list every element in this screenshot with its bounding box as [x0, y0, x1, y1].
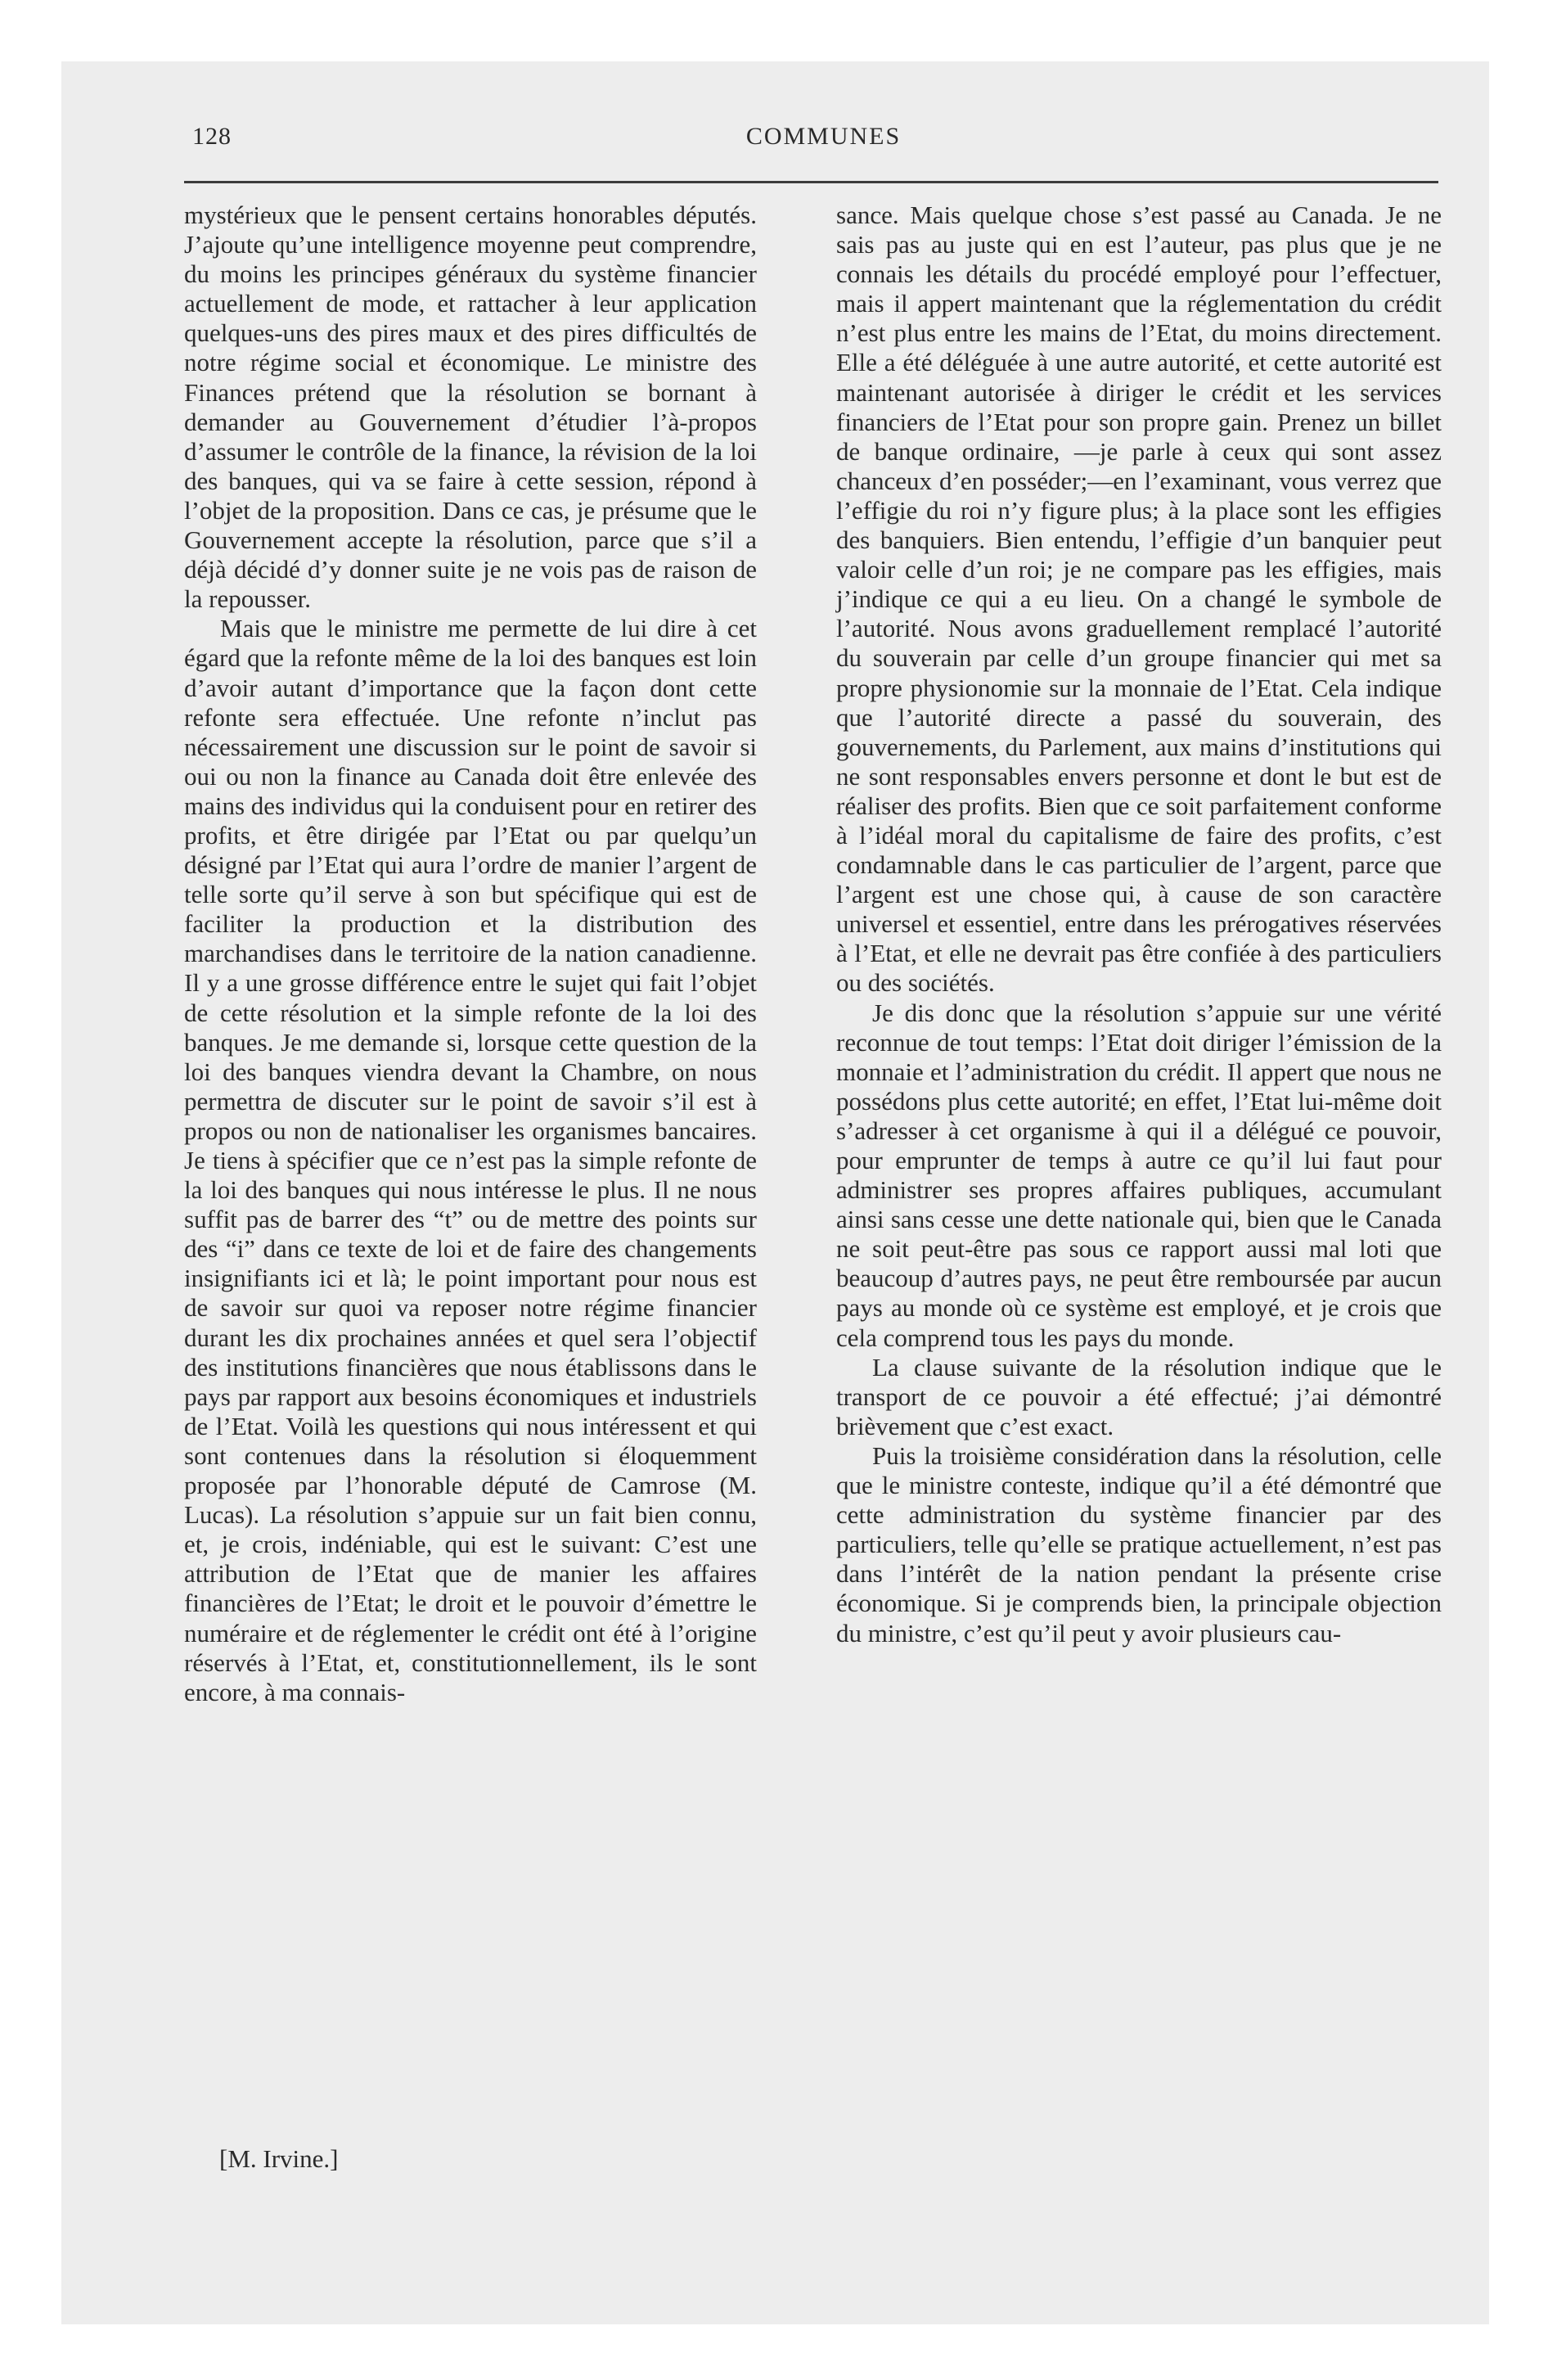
running-head: COMMUNES — [745, 123, 902, 150]
header-rule — [184, 181, 1438, 183]
paragraph: La clause suivante de la résolution indique que le transport de ce pouvoir a été effectué; j’ai démontré brièvement que c’est exact. — [836, 1352, 1442, 1440]
paragraph: Mais que le ministre me permette de lui dire à cet égard que la refonte même de la loi des banques est loin d’avoir autant d’importance que la façon dont cette refonte sera effectuée. Une refonte n’inclut pas nécessairement une discussion sur le point de savoir si oui ou non la finance au Canada doit être enlevée des mains des individus qui la conduisent pour en retirer des profits, et être dirigée par l’Etat ou par quelqu’un désigné par l’Etat qui aura l’ordre de manier l’argent de telle sorte qu’il serve à son but spécifique qui est de faciliter la production et la distribution des marchandises dans le territoire de la nation canadienne. Il y a une grosse différence entre le sujet qui fait l’objet de cette résolution et la simple refonte de la loi des banques. Je me demande si, lorsque cette question de la loi des banques viendra devant la Chambre, on nous permettra de discuter sur le point de savoir s’il est à propos ou non de nationaliser les organismes bancaires. Je tiens à spécifier que ce n’est pas la simple refonte de la loi des banques qui nous intéresse le plus. Il ne nous suffit pas de barrer des “t” ou de mettre des points sur des “i” dans ce texte de loi et de faire des changements insignifiants ici et là; le point important pour nous est de savoir sur quoi va reposer notre régime financier durant les dix prochaines années et quel sera l’objectif des institutions financières que nous établissons dans le pays par rapport aux besoins économiques et industriels de l’Etat. Voilà les questions qui nous intéressent et qui sont contenues dans la résolution si éloquemment proposée par l’honorable député de Camrose (M. Lucas). La résolution s’appuie sur un fait bien connu, et, je crois, indéniable, qui est le suivant: C’est une attribution de l’Etat que de manier les affaires financières de l’Etat; le droit et le pouvoir d’émettre le numéraire et de réglementer le crédit ont été à l’origine réservés à l’Etat, et, constitutionnellement, ils le sont encore, à ma connais- — [184, 614, 757, 1706]
paragraph: mystérieux que le pensent certains honorables députés. J’ajoute qu’une intelligence moyenne peut comprendre, du moins les principes généraux du système financier actuellement de mode, et rattacher à leur application quelques-uns des pires maux et des pires difficultés de notre régime social et économique. Le ministre des Finances prétend que la résolution se bornant à demander au Gouvernement d’étudier l’à-propos d’assumer le contrôle de la finance, la révision de la loi des banques, qui va se faire à cette session, répond à l’objet de la proposition. Dans ce cas, je présume que le Gouvernement accepte la résolution, parce que s’il a déjà décidé d’y donner suite je ne vois pas de raison de la repousser. — [184, 201, 757, 614]
paragraph: Je dis donc que la résolution s’appuie sur une vérité reconnue de tout temps: l’Etat doit diriger l’émission de la monnaie et l’administration du crédit. Il appert que nous ne possédons plus cette autorité; en effet, l’Etat lui-même doit s’adresser à cet organisme à qui il a délégué ce pouvoir, pour emprunter de temps à autre ce qu’il lui faut pour administrer ses propres affaires publiques, accumulant ainsi sans cesse une dette nationale qui, bien que le Canada ne soit peut-être pas sous ce rapport aussi mal loti que beaucoup d’autres pays, ne peut être remboursée par aucun pays au monde où ce système est employé, et je crois que cela comprend tous les pays du monde. — [836, 998, 1442, 1352]
page-number: 128 — [192, 123, 232, 150]
paragraph: Puis la troisième considération dans la résolution, celle que le ministre conteste, indique qu’il a été démontré que cette administration du système financier par des particuliers, telle qu’elle se pratique actuellement, n’est pas dans l’intérêt de la nation pendant la présente crise économique. Si je comprends bien, la principale objection du ministre, c’est qu’il peut y avoir plusieurs cau- — [836, 1440, 1442, 1648]
speaker-attribution: [M. Irvine.] — [219, 2144, 339, 2173]
paragraph: sance. Mais quelque chose s’est passé au Canada. Je ne sais pas au juste qui en est l’auteur, pas plus que je ne connais les détails du procédé employé pour l’effectuer, mais il appert maintenant que la réglementation du crédit n’est plus entre les mains de l’Etat, du moins directement. Elle a été déléguée à une autre autorité, et cette autorité est maintenant autorisée à diriger le crédit et les services financiers de l’Etat pour son propre gain. Prenez un billet de banque ordinaire, —je parle à ceux qui sont assez chanceux d’en posséder;—en l’examinant, vous verrez que l’effigie du roi n’y figure plus; à la place sont les effigies des banquiers. Bien entendu, l’effigie d’un banquier peut valoir celle d’un roi; je ne compare pas les effigies, mais j’indique ce qui a eu lieu. On a changé le symbole de l’autorité. Nous avons graduellement remplacé l’autorité du souverain par celle d’un groupe financier qui met sa propre physionomie sur la monnaie de l’Etat. Cela indique que l’autorité directe a passé du souverain, des gouvernements, du Parlement, aux mains d’institutions qui ne sont responsables envers personne et dont le but est de réaliser des profits. Bien que ce soit parfaitement conforme à l’idéal moral du capitalisme de faire des profits, c’est condamnable dans le cas particulier de l’argent, parce que l’argent est une chose qui, à cause de son caractère universel et essentiel, entre dans les prérogatives réservées à l’Etat, et elle ne devrait pas être confiée à des particuliers ou des sociétés. — [836, 201, 1442, 998]
left-column — [184, 201, 757, 1707]
page-header — [192, 123, 1455, 164]
right-column — [836, 201, 1442, 1648]
